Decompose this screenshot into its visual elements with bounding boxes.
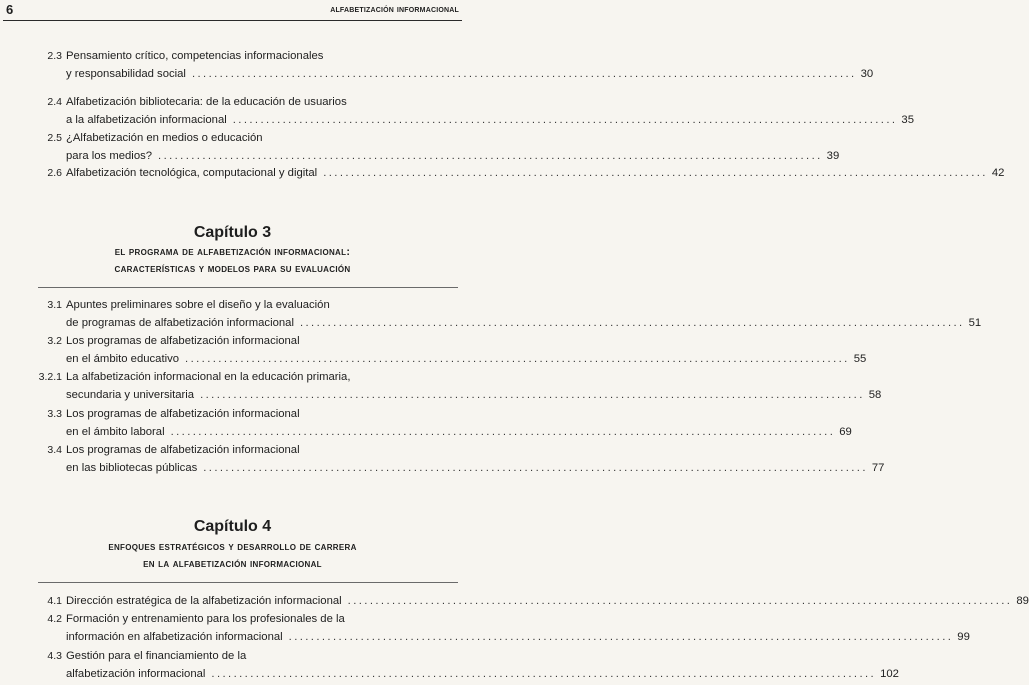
dot-leader: ........................................................................................................................ <box>191 68 857 81</box>
toc-entry <box>22 592 1029 610</box>
toc-entry-text: Los programas de alfabetización informacional <box>66 444 300 456</box>
toc-entry-text: en el ámbito educativo <box>66 353 180 366</box>
dot-leader: ........................................................................................................................ <box>158 150 823 163</box>
toc-entry-text: Dirección estratégica de la alfabetización informacional <box>66 595 342 607</box>
toc-entry-page: 102 <box>880 668 899 681</box>
toc-entry-line <box>66 111 914 129</box>
dot-leader: ........................................................................................................................ <box>323 167 988 179</box>
dot-leader: ........................................................................................................................ <box>211 668 877 681</box>
chapter-3-title: Capítulo 3 <box>193 224 272 241</box>
toc-entry-text: Los programas de alfabetización informacional <box>66 335 300 347</box>
toc-entry-page: 69 <box>839 426 852 439</box>
page-number: 6 <box>6 2 14 17</box>
dot-leader: ........................................................................................................................ <box>288 631 954 644</box>
header-rule <box>3 20 462 21</box>
dot-leader: ........................................................................................................................ <box>347 595 1013 607</box>
toc-entry-number: 4.1 <box>47 595 62 607</box>
toc-entry-text: a la alfabetización informacional <box>66 114 227 127</box>
toc-entry-line <box>66 405 459 423</box>
chapter-4-subtitle-line2: en la alfabetización informacional <box>143 558 322 570</box>
toc-entry-text: La alfabetización informacional en la educación primaria, <box>66 371 351 383</box>
toc-entry-line <box>66 610 459 628</box>
toc-entry-line <box>66 386 882 404</box>
toc-entry-line <box>66 459 885 477</box>
toc-entry-line <box>66 350 867 368</box>
toc-entry-line <box>66 164 1005 182</box>
toc-entry-text: de programas de alfabetización informacional <box>66 317 294 330</box>
toc-entry-number: 3.2.1 <box>38 371 62 383</box>
chapter-4-separator <box>38 582 458 583</box>
toc-entry-text: alfabetización informacional <box>66 668 206 681</box>
toc-entry-text: y responsabilidad social <box>66 68 186 81</box>
toc-entry-page: 35 <box>901 114 914 127</box>
dot-leader: ........................................................................................................................ <box>200 389 865 402</box>
toc-entry-text: Los programas de alfabetización informacional <box>66 408 300 420</box>
toc-entry-line <box>66 628 970 646</box>
toc-entry-number: 3.1 <box>47 299 62 311</box>
toc-entry-line <box>66 93 459 111</box>
toc-entry-line <box>66 665 899 683</box>
toc-entry-line <box>66 441 459 459</box>
toc-entry <box>22 93 914 129</box>
toc-entry-text: secundaria y universitaria <box>66 389 195 402</box>
chapter-3-separator <box>38 287 458 288</box>
toc-entry-line <box>66 332 459 350</box>
running-head: alfabetización informacional <box>330 4 459 15</box>
toc-entry-line <box>66 647 459 665</box>
toc-entry-text: Alfabetización bibliotecaria: de la educación de usuarios <box>66 96 347 108</box>
chapter-4-title: Capítulo 4 <box>193 518 272 535</box>
toc-entry-text: información en alfabetización informacional <box>66 631 283 644</box>
toc-entry-number: 4.2 <box>47 613 62 625</box>
toc-entry-number: 3.2 <box>47 335 62 347</box>
toc-entry-text: Alfabetización tecnológica, computacional y digital <box>66 167 318 179</box>
toc-entry-text: Gestión para el financiamiento de la <box>66 650 247 662</box>
toc-entry-line <box>66 314 982 332</box>
toc-entry-page: 77 <box>871 462 885 475</box>
toc-entry <box>22 129 840 165</box>
toc-entry-number: 2.3 <box>47 50 62 62</box>
toc-entry-number: 2.6 <box>47 167 62 179</box>
toc-entry <box>22 405 852 441</box>
chapter-3-subtitle-line2: características y modelos para su evaluación <box>114 263 351 275</box>
toc-entry-page: 99 <box>957 631 970 644</box>
toc-entry <box>22 164 1005 182</box>
toc-entry-page: 30 <box>860 68 874 81</box>
toc-entry-number: 2.5 <box>47 132 62 144</box>
toc-entry <box>22 332 867 368</box>
toc-entry <box>22 47 874 83</box>
toc-entry <box>22 610 970 646</box>
toc-entry-page: 51 <box>968 317 982 330</box>
toc-entry-line <box>66 592 1029 610</box>
toc-entry <box>22 441 885 477</box>
toc-entry-text: ¿Alfabetización en medios o educación <box>66 132 263 144</box>
dot-leader: ........................................................................................................................ <box>185 353 850 366</box>
toc-entry-text: Formación y entrenamiento para los profesionales de la <box>66 613 345 625</box>
toc-entry <box>22 368 882 404</box>
chapter-3-subtitle-line1: el programa de alfabetización informacional: <box>114 246 351 258</box>
toc-entry-line <box>66 296 459 314</box>
dot-leader: ........................................................................................................................ <box>232 114 898 127</box>
toc-entry-line <box>66 423 852 441</box>
toc-entry-line <box>66 368 459 386</box>
toc-entry-number: 4.3 <box>47 650 62 662</box>
toc-entry-number: 2.4 <box>47 96 62 108</box>
toc-entry <box>22 296 982 332</box>
toc-entry-text: Apuntes preliminares sobre el diseño y la evaluación <box>66 299 330 311</box>
toc-entry-number: 3.4 <box>47 444 62 456</box>
toc-entry-page: 55 <box>853 353 867 366</box>
toc-entry-text: en el ámbito laboral <box>66 426 165 439</box>
toc-entry-page: 58 <box>868 389 882 402</box>
toc-entry-line <box>66 129 459 147</box>
toc-entry-page: 89 <box>1016 595 1029 607</box>
toc-entry-text: Pensamiento crítico, competencias informacionales <box>66 50 324 62</box>
toc-entry-line <box>66 65 874 83</box>
dot-leader: ........................................................................................................................ <box>203 462 868 475</box>
toc-entry-number: 3.3 <box>47 408 62 420</box>
toc-entry-page: 39 <box>826 150 840 163</box>
toc-entry-line <box>66 147 840 165</box>
toc-entry-text: en las bibliotecas públicas <box>66 462 198 475</box>
toc-entry-text: para los medios? <box>66 150 153 163</box>
dot-leader: ........................................................................................................................ <box>170 426 836 439</box>
toc-entry-page: 42 <box>991 167 1005 179</box>
dot-leader: ........................................................................................................................ <box>299 317 965 330</box>
page-header <box>0 0 465 21</box>
chapter-4-subtitle-line1: enfoques estratégicos y desarrollo de carrera <box>108 541 357 553</box>
toc-entry <box>22 647 899 683</box>
toc-entry-line <box>66 47 459 65</box>
